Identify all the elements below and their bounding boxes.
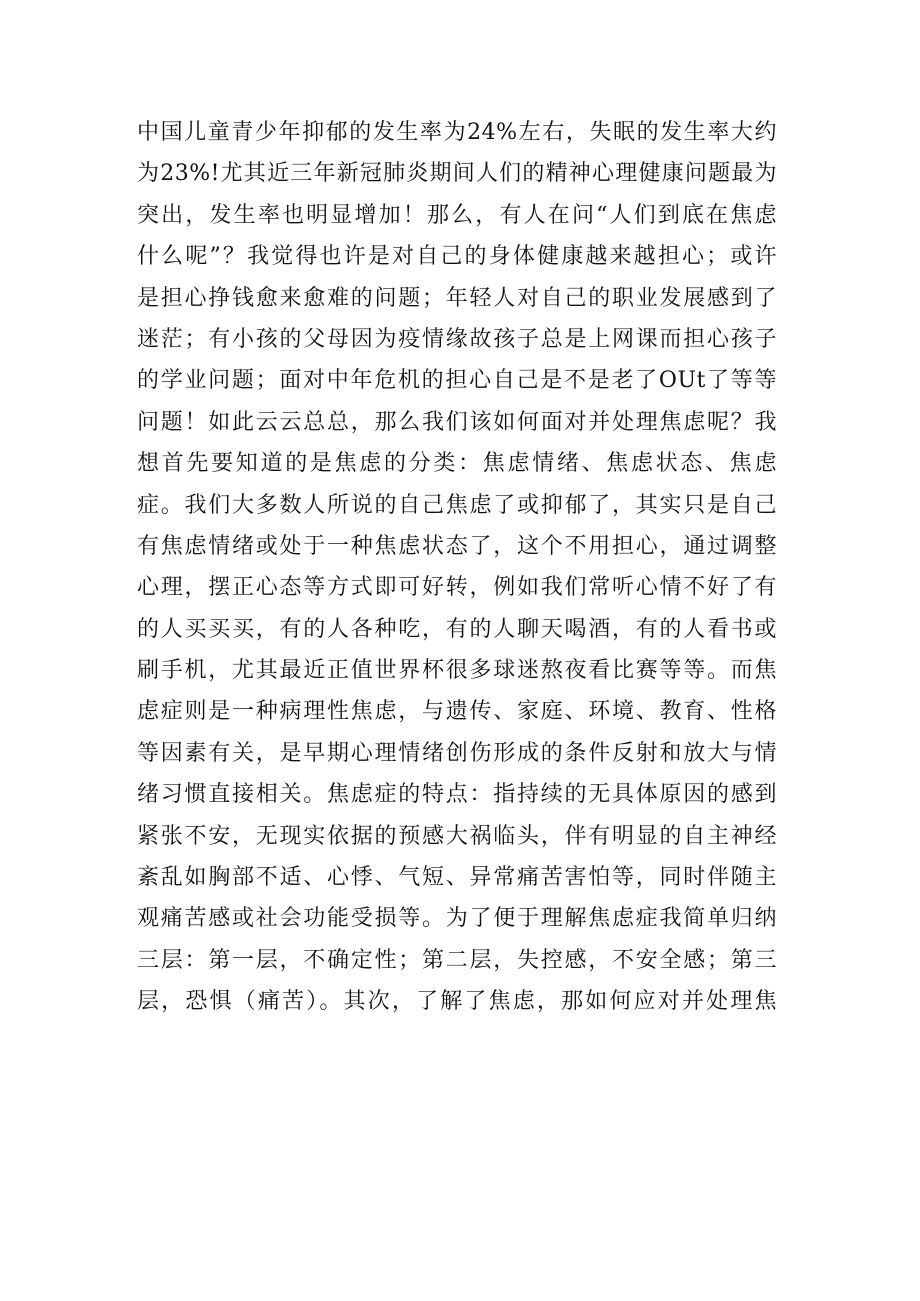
paragraph-line-2: 为23%!尤其近三年新冠肺炎期间人们的精神心理健康问题最为 [137, 161, 777, 187]
paragraph-line-22: 层，恐惧（痛苦）。其次，了解了焦虑，那如何应对并处理焦 [137, 989, 777, 1015]
paragraph-line-11: 有焦虑情绪或处于一种焦虑状态了，这个不用担心，通过调整 [137, 533, 777, 559]
paragraph-line-8: 问题！如此云云总总，那么我们该如何面对并处理焦虑呢？我 [137, 409, 777, 435]
paragraph-line-20: 观痛苦感或社会功能受损等。为了便于理解焦虑症我简单归纳 [137, 906, 777, 932]
paragraph-line-12: 心理，摆正心态等方式即可好转，例如我们常听心情不好了有 [137, 575, 777, 601]
body-paragraph [137, 112, 777, 1023]
paragraph-line-1: 中国儿童青少年抑郁的发生率为24%左右，失眠的发生率大约 [137, 120, 777, 145]
paragraph-line-7: 的学业问题；面对中年危机的担心自己是不是老了OUt了等等 [137, 368, 777, 394]
paragraph-line-15: 虑症则是一种病理性焦虑，与遗传、家庭、环境、教育、性格 [137, 699, 777, 725]
paragraph-line-6: 迷茫；有小孩的父母因为疫情缘故孩子总是上网课而担心孩子 [137, 326, 777, 352]
paragraph-line-17: 绪习惯直接相关。焦虑症的特点：指持续的无具体原因的感到 [137, 782, 777, 808]
paragraph-line-14: 刷手机，尤其最近正值世界杯很多球迷熬夜看比赛等等。而焦 [137, 658, 777, 684]
paragraph-line-5: 是担心挣钱愈来愈难的问题；年轻人对自己的职业发展感到了 [137, 285, 777, 311]
paragraph-line-16: 等因素有关，是早期心理情绪创伤形成的条件反射和放大与情 [137, 740, 777, 766]
paragraph-line-21: 三层：第一层，不确定性；第二层，失控感，不安全感；第三 [137, 947, 777, 973]
paragraph-line-4: 什么呢”？我觉得也许是对自己的身体健康越来越担心；或许 [137, 244, 777, 270]
paragraph-line-13: 的人买买买，有的人各种吃，有的人聊天喝酒，有的人看书或 [137, 616, 777, 642]
paragraph-line-19: 紊乱如胸部不适、心悸、气短、异常痛苦害怕等，同时伴随主 [137, 865, 777, 891]
paragraph-line-9: 想首先要知道的是焦虑的分类：焦虑情绪、焦虑状态、焦虑 [137, 451, 777, 477]
paragraph-line-3: 突出，发生率也明显增加！那么，有人在问“人们到底在焦虑 [137, 202, 777, 228]
paragraph-line-18: 紧张不安，无现实依据的预感大祸临头，伴有明显的自主神经 [137, 823, 777, 849]
paragraph-line-10: 症。我们大多数人所说的自己焦虑了或抑郁了，其实只是自己 [137, 492, 777, 518]
